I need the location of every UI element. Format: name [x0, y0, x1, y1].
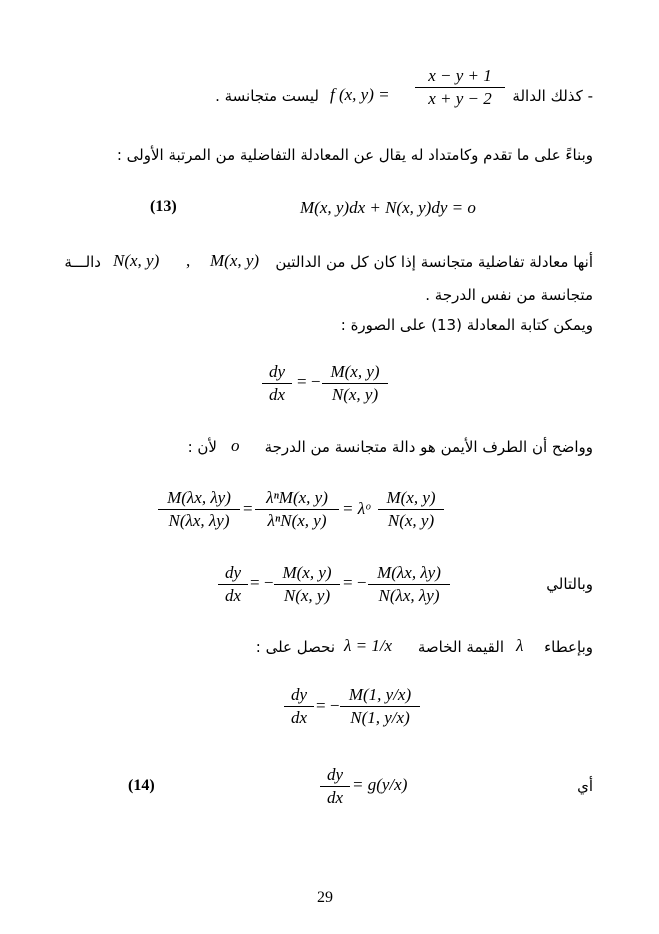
eq-d-lhs-num: dy: [290, 685, 308, 704]
eq-a-lhs: [262, 362, 292, 405]
eq-a-rhs: [322, 362, 388, 405]
fraction-bar: [415, 87, 505, 88]
eq-a-relation: = −: [297, 372, 321, 391]
line3-end: دالـــة: [64, 253, 101, 271]
eq-c-relation-2: = −: [343, 573, 367, 592]
fraction-bar: [262, 383, 292, 384]
eq-b-f3-num: M(x, y): [386, 488, 436, 507]
eq-b-fraction-2: [255, 488, 339, 531]
line1-fraction: [415, 66, 505, 109]
eq-14-lhs-den: dx: [326, 788, 344, 807]
line7-text3: نحصل على :: [255, 638, 335, 656]
fraction-bar: [340, 706, 420, 707]
line3-m-function: M(x, y): [210, 251, 260, 270]
eq-14-lhs: [320, 765, 350, 808]
eq-d-rhs-den: N(1, y/x): [350, 708, 410, 727]
eq-d-rhs-num: M(1, y/x): [348, 685, 412, 704]
line1-suffix: ليست متجانسة .: [215, 87, 319, 105]
eq-c-f2-den: N(x, y): [283, 586, 331, 605]
line3-text: أنها معادلة تفاضلية متجانسة إذا كان كل من الدالتين: [275, 253, 593, 271]
line6-degree: o: [231, 436, 240, 455]
line2-text: وبناءً على ما تقدم وكامتداد له يقال عن المعادلة التفاضلية من المرتبة الأولى :: [116, 146, 593, 164]
eq-c-label: وبالتالي: [546, 575, 593, 593]
eq-b-f2-num: λⁿM(x, y): [266, 488, 328, 507]
eq-c-fraction-3: [368, 563, 450, 606]
eq-14-lhs-num: dy: [326, 765, 344, 784]
eq-b-f1-den: N(λx, λy): [168, 511, 230, 530]
fraction-bar: [322, 383, 388, 384]
eq-c-f3-num: M(λx, λy): [377, 563, 441, 582]
eq-d-rhs: [340, 685, 420, 728]
fraction-bar: [158, 509, 240, 510]
eq-c-fraction-2: [274, 563, 340, 606]
line5-text: ويمكن كتابة المعادلة (13) على الصورة :: [340, 316, 593, 334]
equation-14-number: (14): [128, 777, 155, 794]
eq-c-relation-1: = −: [250, 573, 274, 592]
eq-a-rhs-num: M(x, y): [330, 362, 380, 381]
eq-a-lhs-num: dy: [268, 362, 286, 381]
eq-c-f3-den: N(λx, λy): [378, 586, 440, 605]
eq-b-fraction-1: [158, 488, 240, 531]
line6-text: وواضح أن الطرف الأيمن هو دالة متجانسة من الدرجة: [264, 438, 593, 456]
eq-d-lhs-den: dx: [290, 708, 308, 727]
fraction-bar: [320, 786, 350, 787]
line1-prefix: - كذلك الدالة: [512, 87, 593, 105]
fraction-bar: [284, 706, 314, 707]
eq-c-lhs-den: dx: [224, 586, 242, 605]
eq-b-f3-den: N(x, y): [387, 511, 435, 530]
line7-text2: القيمة الخاصة: [417, 638, 504, 656]
line3-n-function: N(x, y): [113, 251, 160, 270]
fraction-bar: [378, 509, 444, 510]
equation-13-number: (13): [150, 198, 177, 215]
line3-comma: ,: [186, 251, 191, 270]
eq-b-fraction-3: [378, 488, 444, 531]
fraction-bar: [255, 509, 339, 510]
fraction-bar: [218, 584, 248, 585]
equation-13: M(x, y)dx + N(x, y)dy = o: [300, 198, 476, 217]
eq-c-lhs: [218, 563, 248, 606]
eq-b-f1-num: M(λx, λy): [167, 488, 231, 507]
eq-a-lhs-den: dx: [268, 385, 286, 404]
eq-14-label: أي: [577, 777, 593, 795]
fraction-numerator: x − y + 1: [428, 66, 492, 85]
line7-assignment: λ = 1/x: [344, 636, 393, 655]
eq-14-rhs: = g(y/x): [352, 775, 408, 794]
page-number: 29: [317, 889, 333, 906]
eq-d-relation: = −: [316, 696, 340, 715]
eq-b-equals-1: =: [243, 499, 253, 518]
eq-b-lambda-power: = λᵒ: [342, 499, 370, 518]
eq-b-f2-den: λⁿN(x, y): [267, 511, 327, 530]
eq-c-lhs-num: dy: [224, 563, 242, 582]
line6-end: لأن :: [187, 438, 217, 456]
eq-d-lhs: [284, 685, 314, 728]
fraction-denominator: x + y − 2: [428, 89, 492, 108]
eq-a-rhs-den: N(x, y): [331, 385, 379, 404]
line1-function: f (x, y) =: [330, 85, 390, 104]
eq-c-f2-num: M(x, y): [282, 563, 332, 582]
fraction-bar: [368, 584, 450, 585]
fraction-bar: [274, 584, 340, 585]
line4-text: متجانسة من نفس الدرجة .: [425, 286, 593, 304]
line7-lambda: λ: [516, 636, 524, 655]
line7-text1: وبإعطاء: [544, 638, 593, 656]
